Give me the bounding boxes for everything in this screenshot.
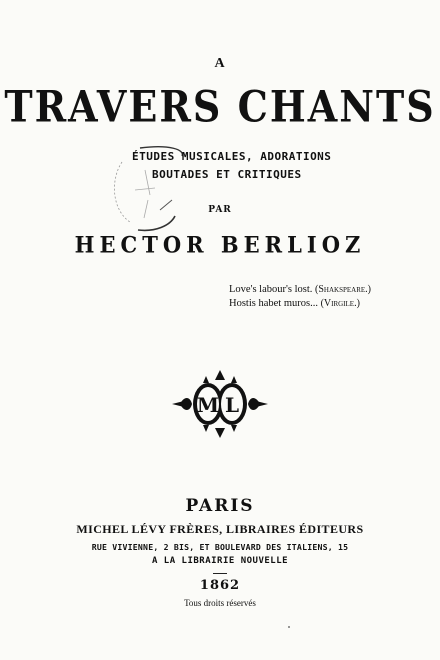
- imprint-publisher: MICHEL LÉVY FRÈRES, LIBRAIRES ÉDITEURS: [76, 522, 364, 536]
- imprint-city: PARIS: [185, 496, 255, 516]
- epigraph-source-2: (Virgile.): [320, 298, 360, 309]
- imprint-year: 1862: [199, 578, 241, 593]
- book-title: TRAVERS CHANTS: [4, 81, 436, 132]
- year-divider: [213, 573, 227, 574]
- subtitle-line-2: BOUTADES ET CRITIQUES: [152, 168, 302, 181]
- speck-mark: [288, 626, 290, 628]
- epigraph-line-1: [229, 284, 371, 295]
- monogram-letter-l: L: [224, 393, 240, 417]
- imprint-bookshop: A LA LIBRAIRIE NOUVELLE: [151, 556, 289, 566]
- publisher-monogram-icon: [170, 368, 270, 440]
- imprint-address: RUE VIVIENNE, 2 BIS, ET BOULEVARD DES ITALIENS, 15: [91, 542, 349, 552]
- subtitle-line-1: ÉTUDES MUSICALES, ADORATIONS: [132, 150, 332, 163]
- monogram-letter-m: M: [196, 393, 220, 417]
- title-prefix: A: [214, 56, 226, 71]
- epigraph-source-1: (Shakspeare.): [315, 284, 371, 295]
- rights-notice: Tous droits réservés: [184, 598, 256, 608]
- epigraph-text-2: Hostis habet muros...: [229, 298, 318, 309]
- by-label: PAR: [208, 205, 232, 215]
- epigraph-line-2: [229, 298, 360, 309]
- epigraph-text-1: Love's labour's lost.: [229, 284, 313, 295]
- author-name: HECTOR BERLIOZ: [74, 231, 366, 258]
